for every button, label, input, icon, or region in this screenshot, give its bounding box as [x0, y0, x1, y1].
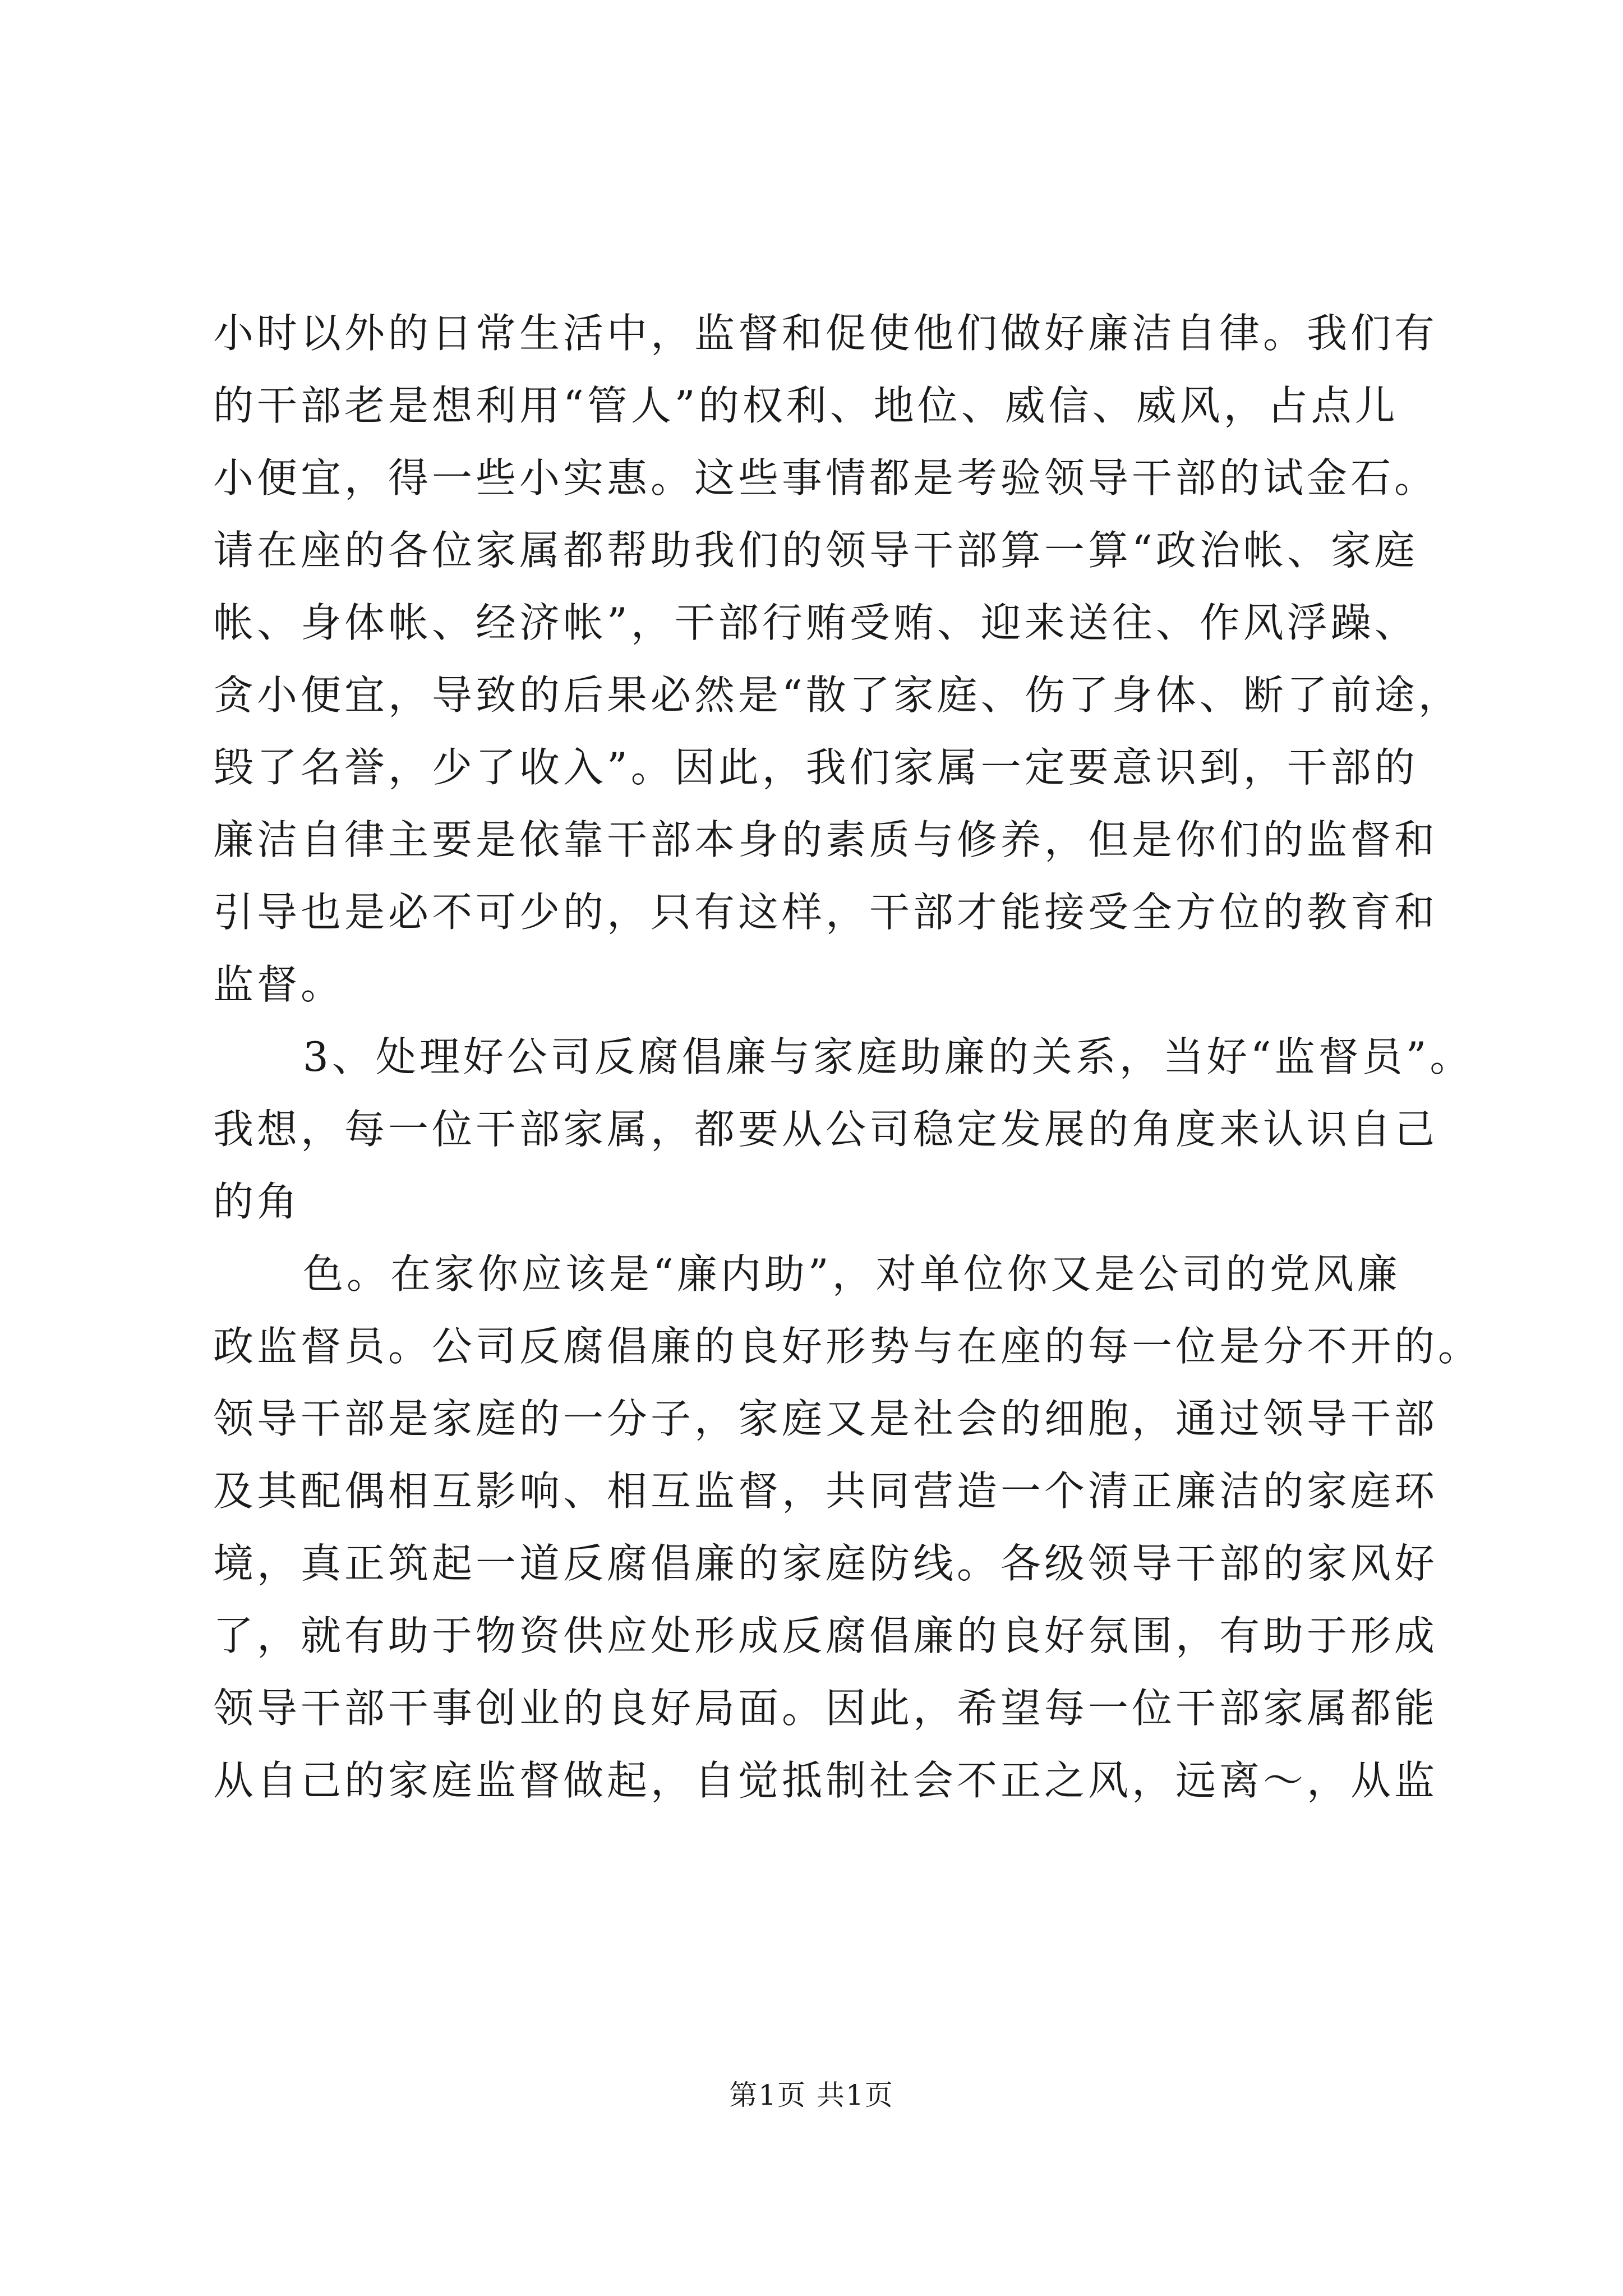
paragraph-line: 了，就有助于物资供应处形成反腐倡廉的良好氛围，有助于形成	[213, 1612, 1438, 1659]
paragraph-line: 从自己的家庭监督做起，自觉抵制社会不正之风，远离～，从监	[213, 1757, 1438, 1804]
paragraph-line: 领导干部干事创业的良好局面。因此，希望每一位干部家属都能	[213, 1685, 1438, 1732]
paragraph-line: 廉洁自律主要是依靠干部本身的素质与修养，但是你们的监督和	[213, 816, 1438, 863]
paragraph-line: 帐、身体帐、经济帐”，干部行贿受贿、迎来送往、作风浮躁、	[213, 599, 1418, 646]
body-text	[213, 297, 1482, 1817]
paragraph-line: 小时以外的日常生活中，监督和促使他们做好廉洁自律。我们有	[213, 310, 1438, 357]
paragraph-line: 的干部老是想利用“管人”的权利、地位、威信、威风，占点儿	[213, 382, 1399, 429]
paragraph-line: 我想，每一位干部家属，都要从公司稳定发展的角度来认识自己	[213, 1106, 1438, 1153]
paragraph-line: 的角	[213, 1178, 301, 1225]
paragraph-line: 3、处理好公司反腐倡廉与家庭助廉的关系，当好“监督员”。	[303, 1033, 1474, 1080]
paragraph-line: 引导也是必不可少的，只有这样，干部才能接受全方位的教育和	[213, 889, 1438, 936]
paragraph-line: 毁了名誉，少了收入”。因此，我们家属一定要意识到，干部的	[213, 744, 1418, 791]
page-footer: 第1页 共1页	[729, 2079, 894, 2111]
paragraph-line: 及其配偶相互影响、相互监督，共同营造一个清正廉洁的家庭环	[213, 1467, 1438, 1515]
paragraph-line: 请在座的各位家属都帮助我们的领导干部算一算“政治帐、家庭	[213, 527, 1418, 574]
paragraph-line: 监督。	[213, 961, 345, 1008]
paragraph-line: 政监督员。公司反腐倡廉的良好形势与在座的每一位是分不开的。	[213, 1323, 1482, 1370]
paragraph-line: 境，真正筑起一道反腐倡廉的家庭防线。各级领导干部的家风好	[213, 1540, 1438, 1587]
paragraph-line: 贪小便宜，导致的后果必然是“散了家庭、伤了身体、断了前途，	[213, 671, 1462, 719]
paragraph-line: 色。在家你应该是“廉内助”，对单位你又是公司的党风廉	[303, 1250, 1401, 1297]
paragraph-line: 领导干部是家庭的一分子，家庭又是社会的细胞，通过领导干部	[213, 1395, 1438, 1442]
paragraph-line: 小便宜，得一些小实惠。这些事情都是考验领导干部的试金石。	[213, 454, 1438, 501]
